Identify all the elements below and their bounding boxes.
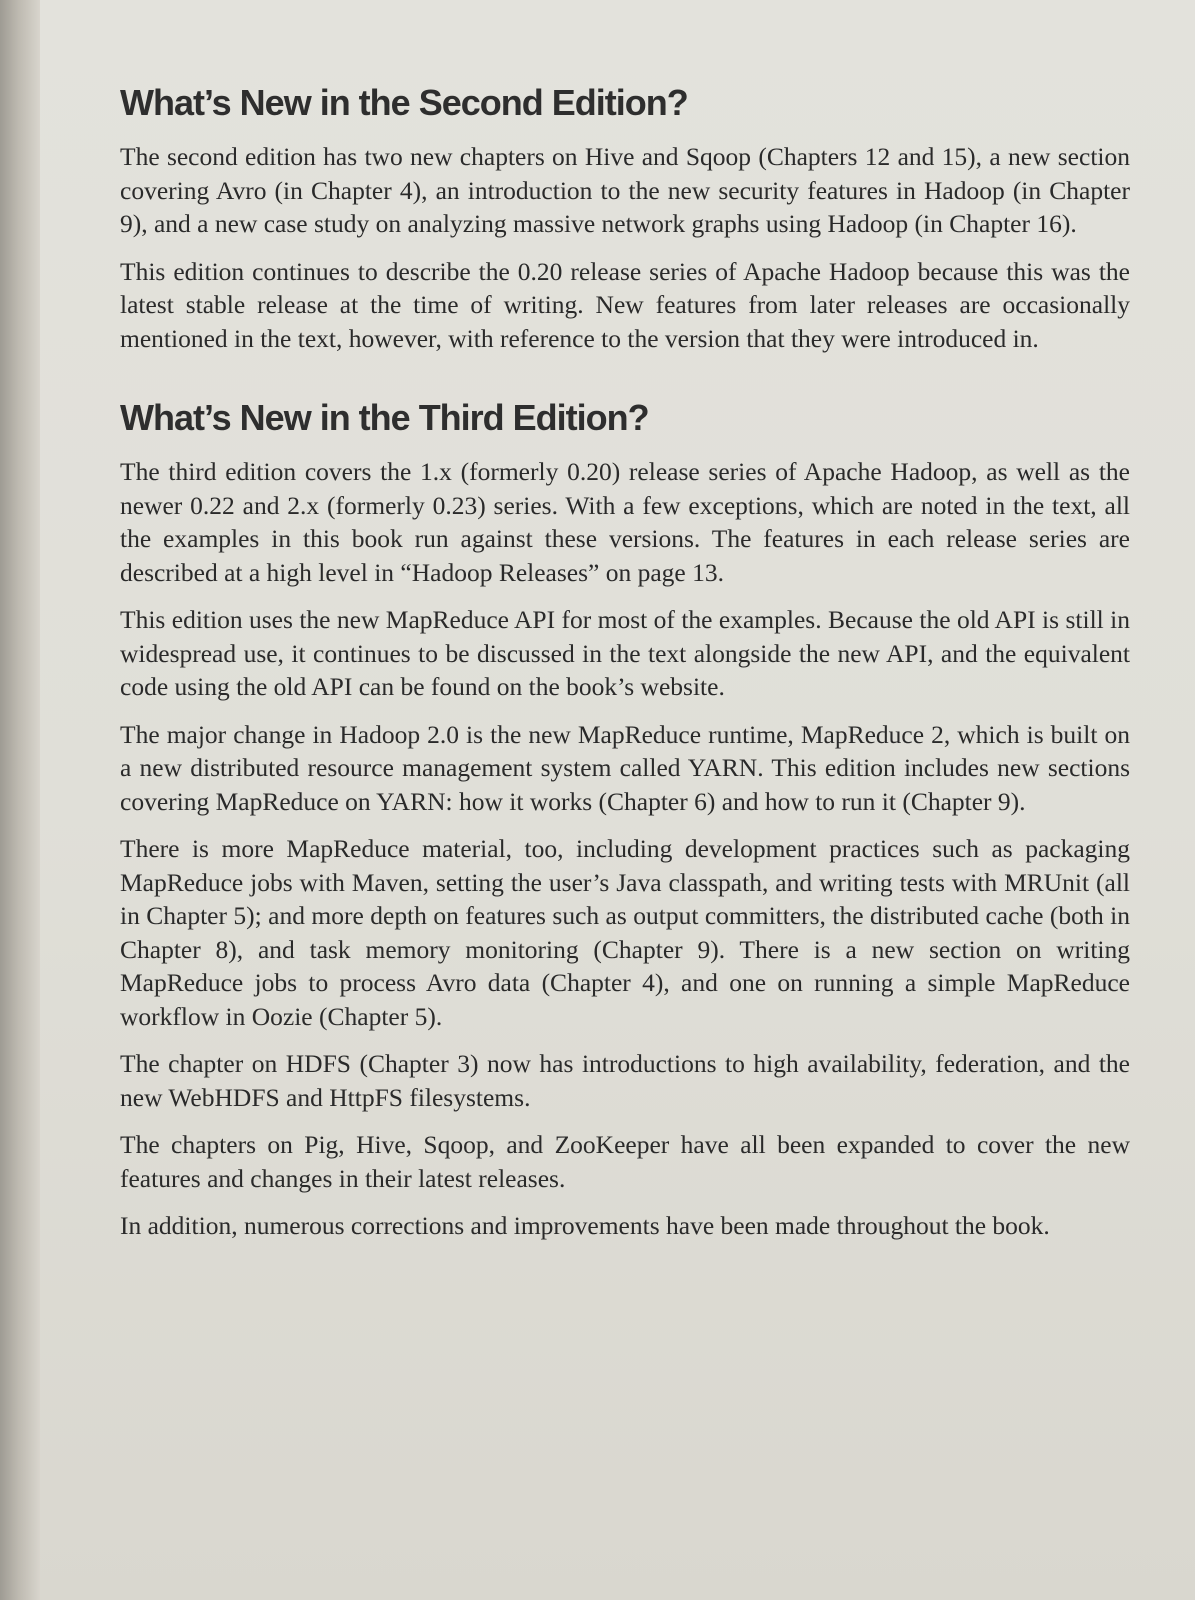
page-content [120,82,1130,1257]
section-heading-second-edition: What’s New in the Second Edition? [120,82,688,123]
book-page [40,0,1195,1600]
paragraph: The major change in Hadoop 2.0 is the new MapReduce runtime, MapReduce 2, which is built on a new distributed resource management system called YARN. This edition includes new sections covering MapReduce on YARN: how it works (Chapter 6) and how to run it (Chapter 9). [120,719,1130,816]
paragraph: This edition continues to describe the 0.20 release series of Apache Hadoop because this was the latest stable release at the time of writing. New features from later releases are occasionally mentioned in the text, however, with reference to the version that they were introduced in. [120,256,1130,353]
paragraph: The second edition has two new chapters on Hive and Sqoop (Chapters 12 and 15), a new section covering Avro (in Chapter 4), an introduction to the new security features in Hadoop (in Chapter 9), and a new case study on analyzing massive network graphs using Hadoop (in Chapter 16). [120,142,1130,238]
paragraph: There is more MapReduce material, too, including development practices such as packaging MapReduce jobs with Maven, setting the user’s Java classpath, and writing tests with MRUnit (all in Chapter 5); and more depth on features such as output committers, the distributed cache (both in Chapter 8), and task memory monitoring (Chapter 9). There is a new section on writing MapReduce jobs to process Avro data (Chapter 4), and one on running a simple MapReduce workflow in Oozie (Chapter 5). [120,834,1130,1031]
section-heading-third-edition: What’s New in the Third Edition? [120,397,649,438]
paragraph: In addition, numerous corrections and improvements have been made throughout the book. [120,1211,1050,1240]
book-spine-shadow [0,0,40,1600]
paragraph: This edition uses the new MapReduce API for most of the examples. Because the old API is still in widespread use, it continues to be discussed in the text alongside the new API, and the equivalent code using the old API can be found on the book’s website. [120,605,1130,701]
paragraph: The third edition covers the 1.x (formerly 0.20) release series of Apache Hadoop, as well as the newer 0.22 and 2.x (formerly 0.23) series. With a few exceptions, which are noted in the text, all the examples in this book run against these versions. The features in each release series are described at a high level in “Hadoop Releases” on page 13. [120,457,1130,587]
paragraph: The chapters on Pig, Hive, Sqoop, and ZooKeeper have all been expanded to cover the new features and changes in their latest releases. [120,1130,1130,1193]
paragraph: The chapter on HDFS (Chapter 3) now has introductions to high availability, federation, and the new WebHDFS and HttpFS filesystems. [120,1049,1130,1112]
